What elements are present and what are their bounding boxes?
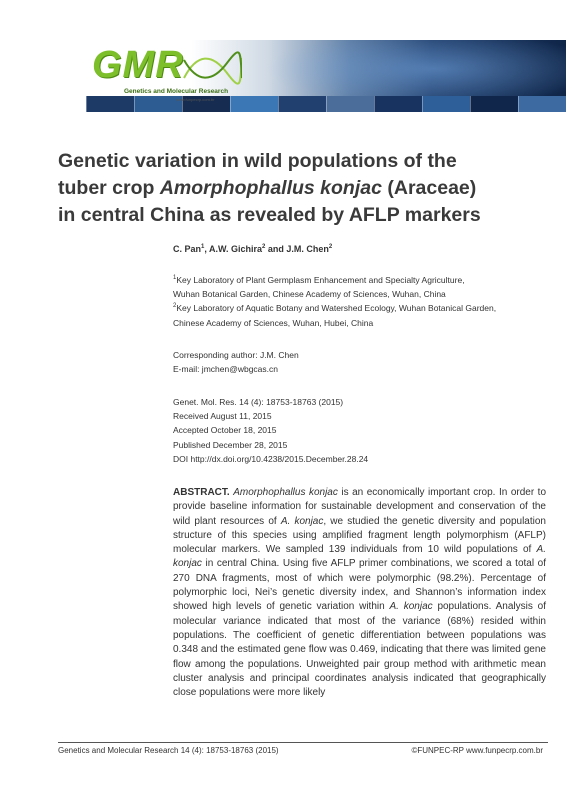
abstract-species-3: A. konjac (173, 544, 546, 570)
correspondence (173, 348, 299, 376)
footer-copyright: ©FUNPEC-RP www.funpecrp.com.br (411, 746, 543, 755)
author-email: E-mail: jmchen@wbgcas.cn (173, 364, 278, 375)
author-3-sup: 2 (328, 244, 333, 250)
accepted-date: Accepted October 18, 2015 (173, 425, 277, 436)
dna-helix-icon (182, 48, 242, 88)
abstract-text-2: , we studied the genetic diversity and population structure of this species using amplified fragment length polymorphism (AFLP) molecular markers. We sampled 139 individuals from 10 wild populations of (173, 515, 546, 556)
abstract-heading: ABSTRACT. (173, 487, 230, 498)
abstract-text-4: populations. Analysis of molecular variance indicated that most of the variance (68%) resided within populations. The coefficient of genetic differentiation between populations was 0.348 and the estimated gene flow was 0.469, indicating that there was limited gene flow among the populations. Unweighted pair group method with arithmetic mean cluster analysis and principal coordinates analysis indicated that geographically close populations were more likely (173, 601, 546, 699)
logo-tagline: www.funpecrp.com.br (176, 97, 215, 102)
footer-divider (58, 742, 548, 743)
abstract (173, 486, 546, 700)
abstract-text-3: in central China. Using five AFLP primer combinations, we scored a total of 270 DNA fragments, most of which were polymorphic (98.2%). Percentage of polymorphic loci, Nei’s genetic diversity index, and Shannon’s information index showed high levels of genetic variation within (173, 558, 546, 613)
affiliations (173, 273, 496, 330)
affiliation-1-line-2: Wuhan Botanical Garden, Chinese Academy of Sciences, Wuhan, China (173, 289, 446, 300)
affiliation-2 (173, 301, 496, 315)
journal-citation: Genet. Mol. Res. 14 (4): 18753-18763 (2015) (173, 397, 344, 407)
title-line-2-post: (Araceae) (381, 177, 477, 199)
author-2: A.W. Gichira (209, 244, 263, 254)
published-date: Published December 28, 2015 (173, 439, 288, 450)
received-date: Received August 11, 2015 (173, 411, 272, 422)
author-list (173, 244, 332, 254)
corresponding-author: Corresponding author: J.M. Chen (173, 350, 299, 360)
affiliation-2-line-2: Chinese Academy of Sciences, Wuhan, Hubei, China (173, 317, 374, 328)
affiliation-1-sup: 1 (173, 275, 177, 282)
footer-journal: Genetics and Molecular Research 14 (4): 18753-18763 (2015) (58, 746, 279, 755)
author-1: C. Pan (173, 244, 202, 254)
author-sep-2: and (265, 244, 287, 254)
paper-title (58, 148, 548, 229)
title-species: Amorphophallus konjac (159, 177, 382, 199)
citation-info (173, 395, 368, 466)
affiliation-1-line-1: Key Laboratory of Plant Germplasm Enhancement and Specialty Agriculture, (176, 275, 465, 285)
title-line-3: in central China as revealed by AFLP markers (58, 204, 481, 226)
logo-letters: GMR (92, 44, 184, 86)
journal-banner (86, 40, 566, 112)
abstract-text-1: is an economically important crop. In order to provide baseline information for sustainable development and conservation of the wild plant resources of (173, 487, 547, 527)
title-line-2-pre: tuber crop (58, 177, 160, 199)
gmr-logo (86, 42, 236, 104)
abstract-species-4: A. konjac (389, 601, 433, 613)
title-line-1: Genetic variation in wild populations of the (58, 150, 457, 172)
doi-link[interactable]: DOI http://dx.doi.org/10.4238/2015.December.28.24 (173, 453, 369, 464)
title-line-2 (58, 175, 548, 202)
logo-subtitle: Genetics and Molecular Research (124, 88, 229, 95)
affiliation-2-line-1: Key Laboratory of Aquatic Botany and Watershed Ecology, Wuhan Botanical Garden, (176, 303, 497, 314)
affiliation-2-sup: 2 (173, 303, 177, 310)
author-sep-1: , (204, 244, 210, 254)
author-3: J.M. Chen (286, 244, 329, 254)
author-2-sup: 2 (262, 244, 266, 250)
abstract-species-2: A. konjac (280, 515, 324, 527)
affiliation-1 (173, 273, 496, 287)
author-1-sup: 1 (201, 244, 205, 250)
abstract-species-1: Amorphophallus konjac (233, 487, 338, 498)
